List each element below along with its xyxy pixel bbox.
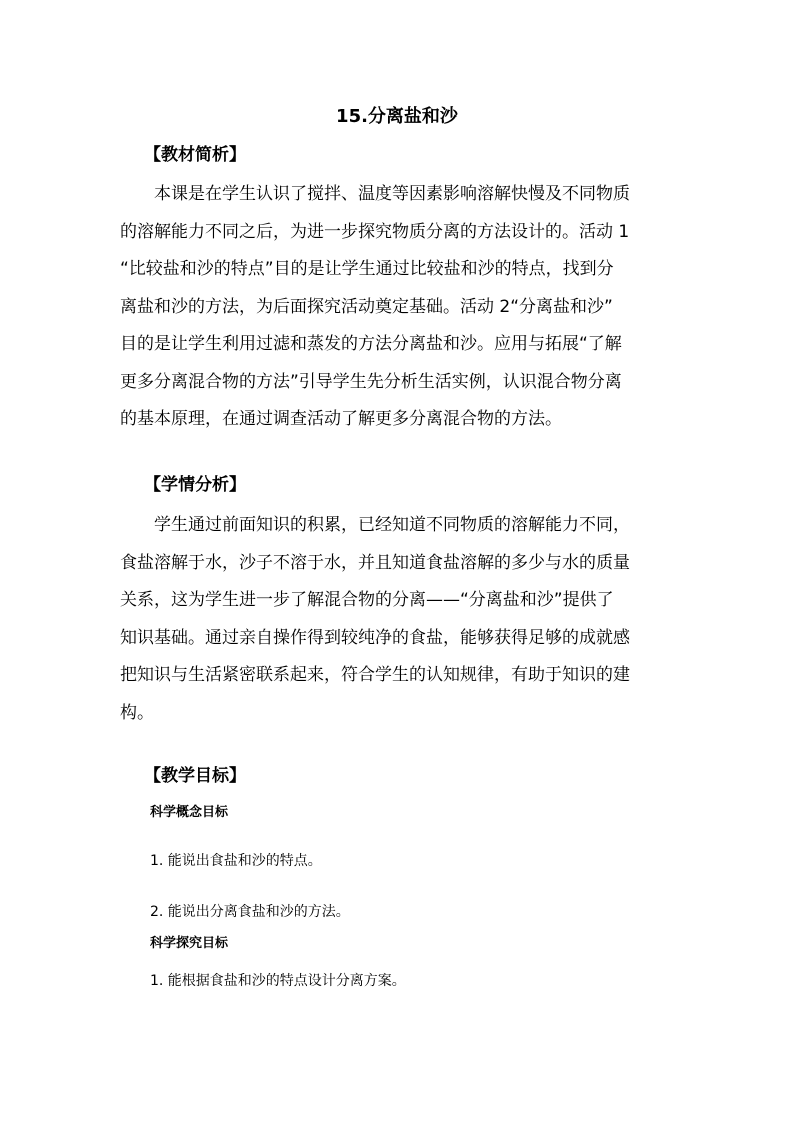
subheading-science-inquiry-objectives: 科学探究目标 <box>150 936 229 951</box>
paragraph-line: 的基本原理，在通过调查活动了解更多分离混合物的方法。 <box>120 409 562 429</box>
paragraph-line: 本课是在学生认识了搅拌、温度等因素影响溶解快慢及不同物质 <box>154 184 630 204</box>
paragraph-line: 知识基础。通过亲自操作得到较纯净的食盐，能够获得足够的成就感 <box>120 627 630 648</box>
paragraph-line: 学生通过前面知识的积累，已经知道不同物质的溶解能力不同， <box>154 515 630 535</box>
paragraph-line: 把知识与生活紧密联系起来，符合学生的认知规律，有助于知识的建 <box>120 665 630 685</box>
paragraph-line: 的溶解能力不同之后，为进一步探究物质分离的方法设计的。活动 1 <box>120 221 630 242</box>
paragraph-line: 离盐和沙的方法，为后面探究活动奠定基础。活动 2“分离盐和沙” <box>120 296 613 317</box>
paragraph-line: 食盐溶解于水，沙子不溶于水，并且知道食盐溶解的多少与水的质量 <box>120 552 630 573</box>
document-title: 15.分离盐和沙 <box>336 106 458 127</box>
subheading-science-concept-objectives: 科学概念目标 <box>150 805 229 820</box>
objective-item: 1. 能根据食盐和沙的特点设计分离方案。 <box>150 973 406 989</box>
objective-item: 1. 能说出食盐和沙的特点。 <box>150 853 322 869</box>
paragraph-line: 构。 <box>120 702 154 723</box>
objective-item: 2. 能说出分离食盐和沙的方法。 <box>150 904 350 920</box>
paragraph-learner-analysis <box>120 507 685 732</box>
paragraph-textbook-analysis <box>120 176 685 439</box>
paragraph-line: 更多分离混合物的方法”引导学生先分析生活实例，认识混合物分离 <box>120 371 622 392</box>
section-heading-learner-analysis: 【学情分析】 <box>144 475 246 495</box>
section-heading-textbook-analysis: 【教材简析】 <box>144 145 246 165</box>
paragraph-line: 关系，这为学生进一步了解混合物的分离——“分离盐和沙”提供了 <box>120 590 614 610</box>
paragraph-line: 目的是让学生利用过滤和蒸发的方法分离盐和沙。应用与拓展“了解 <box>120 334 622 354</box>
paragraph-line: “比较盐和沙的特点”目的是让学生通过比较盐和沙的特点，找到分 <box>120 259 614 279</box>
section-heading-teaching-objectives: 【教学目标】 <box>144 766 246 786</box>
